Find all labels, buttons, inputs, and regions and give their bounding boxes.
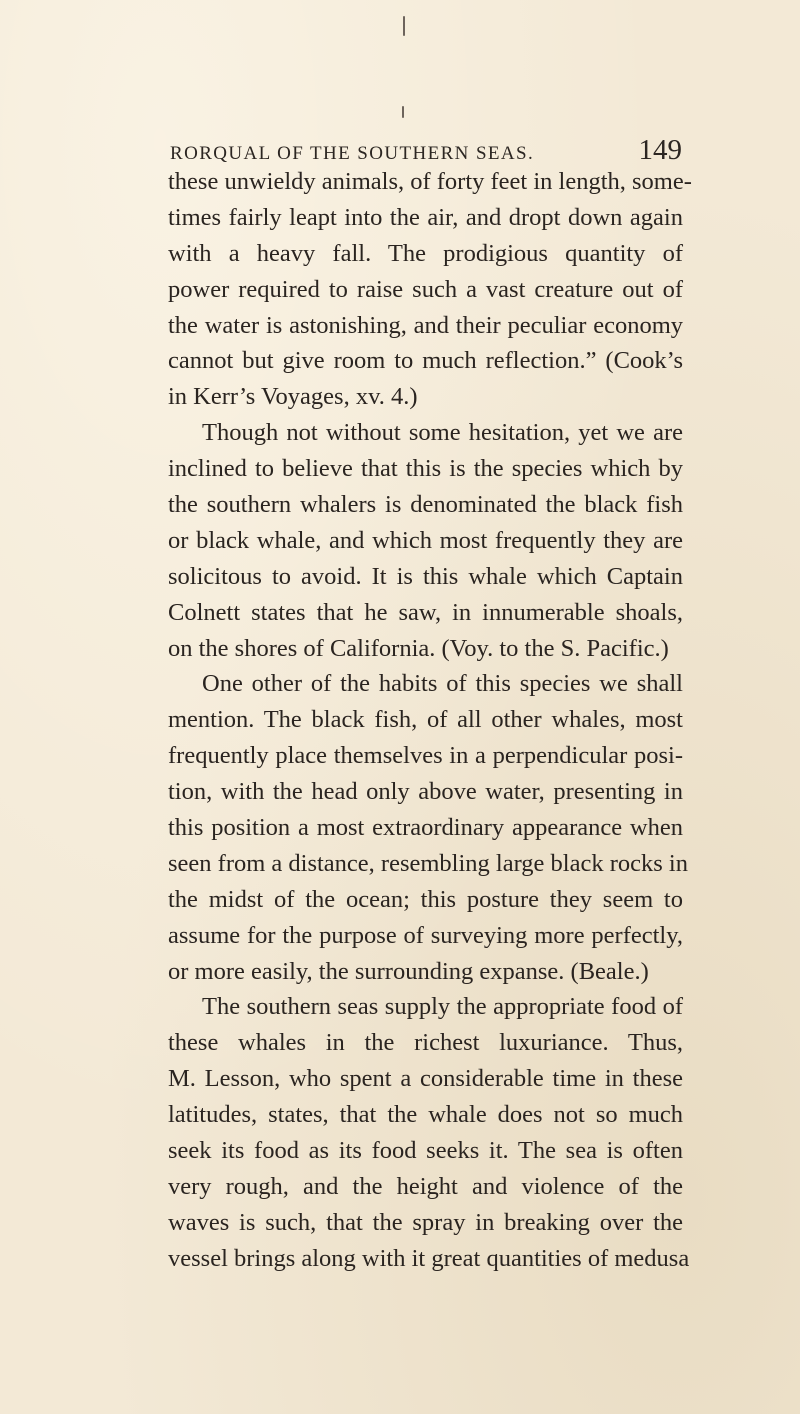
text-line: this position a most extraordinary appearance when bbox=[168, 814, 683, 842]
text-line: seen from a distance, resembling large black rocks in bbox=[168, 849, 688, 877]
paper-speck bbox=[402, 106, 404, 118]
text-line: frequently place themselves in a perpendicular posi- bbox=[168, 742, 683, 770]
text-line: in Kerr’s Voyages, xv. 4.) bbox=[168, 383, 418, 411]
text-line: vessel brings along with it great quantities of medusa bbox=[168, 1244, 690, 1272]
body-text bbox=[168, 164, 692, 1277]
text-line: assume for the purpose of surveying more perfectly, bbox=[168, 921, 683, 949]
running-title: RORQUAL OF THE SOUTHERN SEAS. bbox=[170, 143, 535, 164]
paper-speck bbox=[403, 16, 405, 36]
text-line: the midst of the ocean; this posture they seem to bbox=[168, 885, 683, 913]
text-line: mention. The black fish, of all other whales, most bbox=[168, 706, 683, 734]
text-line: or black whale, and which most frequently they are bbox=[168, 526, 683, 554]
paragraph-start: Though not without some hesitation, yet we are bbox=[202, 419, 683, 447]
text-line: M. Lesson, who spent a considerable time in these bbox=[168, 1065, 683, 1093]
text-line: or more easily, the surrounding expanse. (Beale.) bbox=[168, 957, 649, 985]
text-line: with a heavy fall. The prodigious quantity of bbox=[168, 239, 683, 267]
text-line: waves is such, that the spray in breaking over the bbox=[168, 1208, 683, 1236]
text-line: times fairly leapt into the air, and dropt down again bbox=[168, 203, 683, 231]
text-line: inclined to believe that this is the species which by bbox=[168, 455, 683, 483]
paragraph-start: One other of the habits of this species we shall bbox=[202, 670, 683, 698]
text-line: Colnett states that he saw, in innumerable shoals, bbox=[168, 598, 683, 626]
text-line: the southern whalers is denominated the black fish bbox=[168, 491, 683, 519]
text-line: the water is astonishing, and their peculiar economy bbox=[168, 311, 683, 339]
text-line: latitudes, states, that the whale does not so much bbox=[168, 1101, 683, 1129]
text-line: very rough, and the height and violence of the bbox=[168, 1172, 683, 1200]
text-line: these unwieldy animals, of forty feet in length, some- bbox=[168, 168, 692, 195]
text-line: on the shores of California. (Voy. to the S. Pacific.) bbox=[168, 634, 669, 662]
text-line: cannot but give room to much reflection.” (Cook’s bbox=[168, 347, 683, 375]
text-line: solicitous to avoid. It is this whale which Captain bbox=[168, 562, 683, 590]
text-line: tion, with the head only above water, presenting in bbox=[168, 778, 683, 806]
text-line: seek its food as its food seeks it. The sea is often bbox=[168, 1137, 683, 1165]
text-line: these whales in the richest luxuriance. Thus, bbox=[168, 1029, 683, 1057]
text-line: power required to raise such a vast creature out of bbox=[168, 275, 683, 303]
page-number: 149 bbox=[638, 134, 682, 166]
paragraph-start: The southern seas supply the appropriate food of bbox=[202, 993, 683, 1021]
